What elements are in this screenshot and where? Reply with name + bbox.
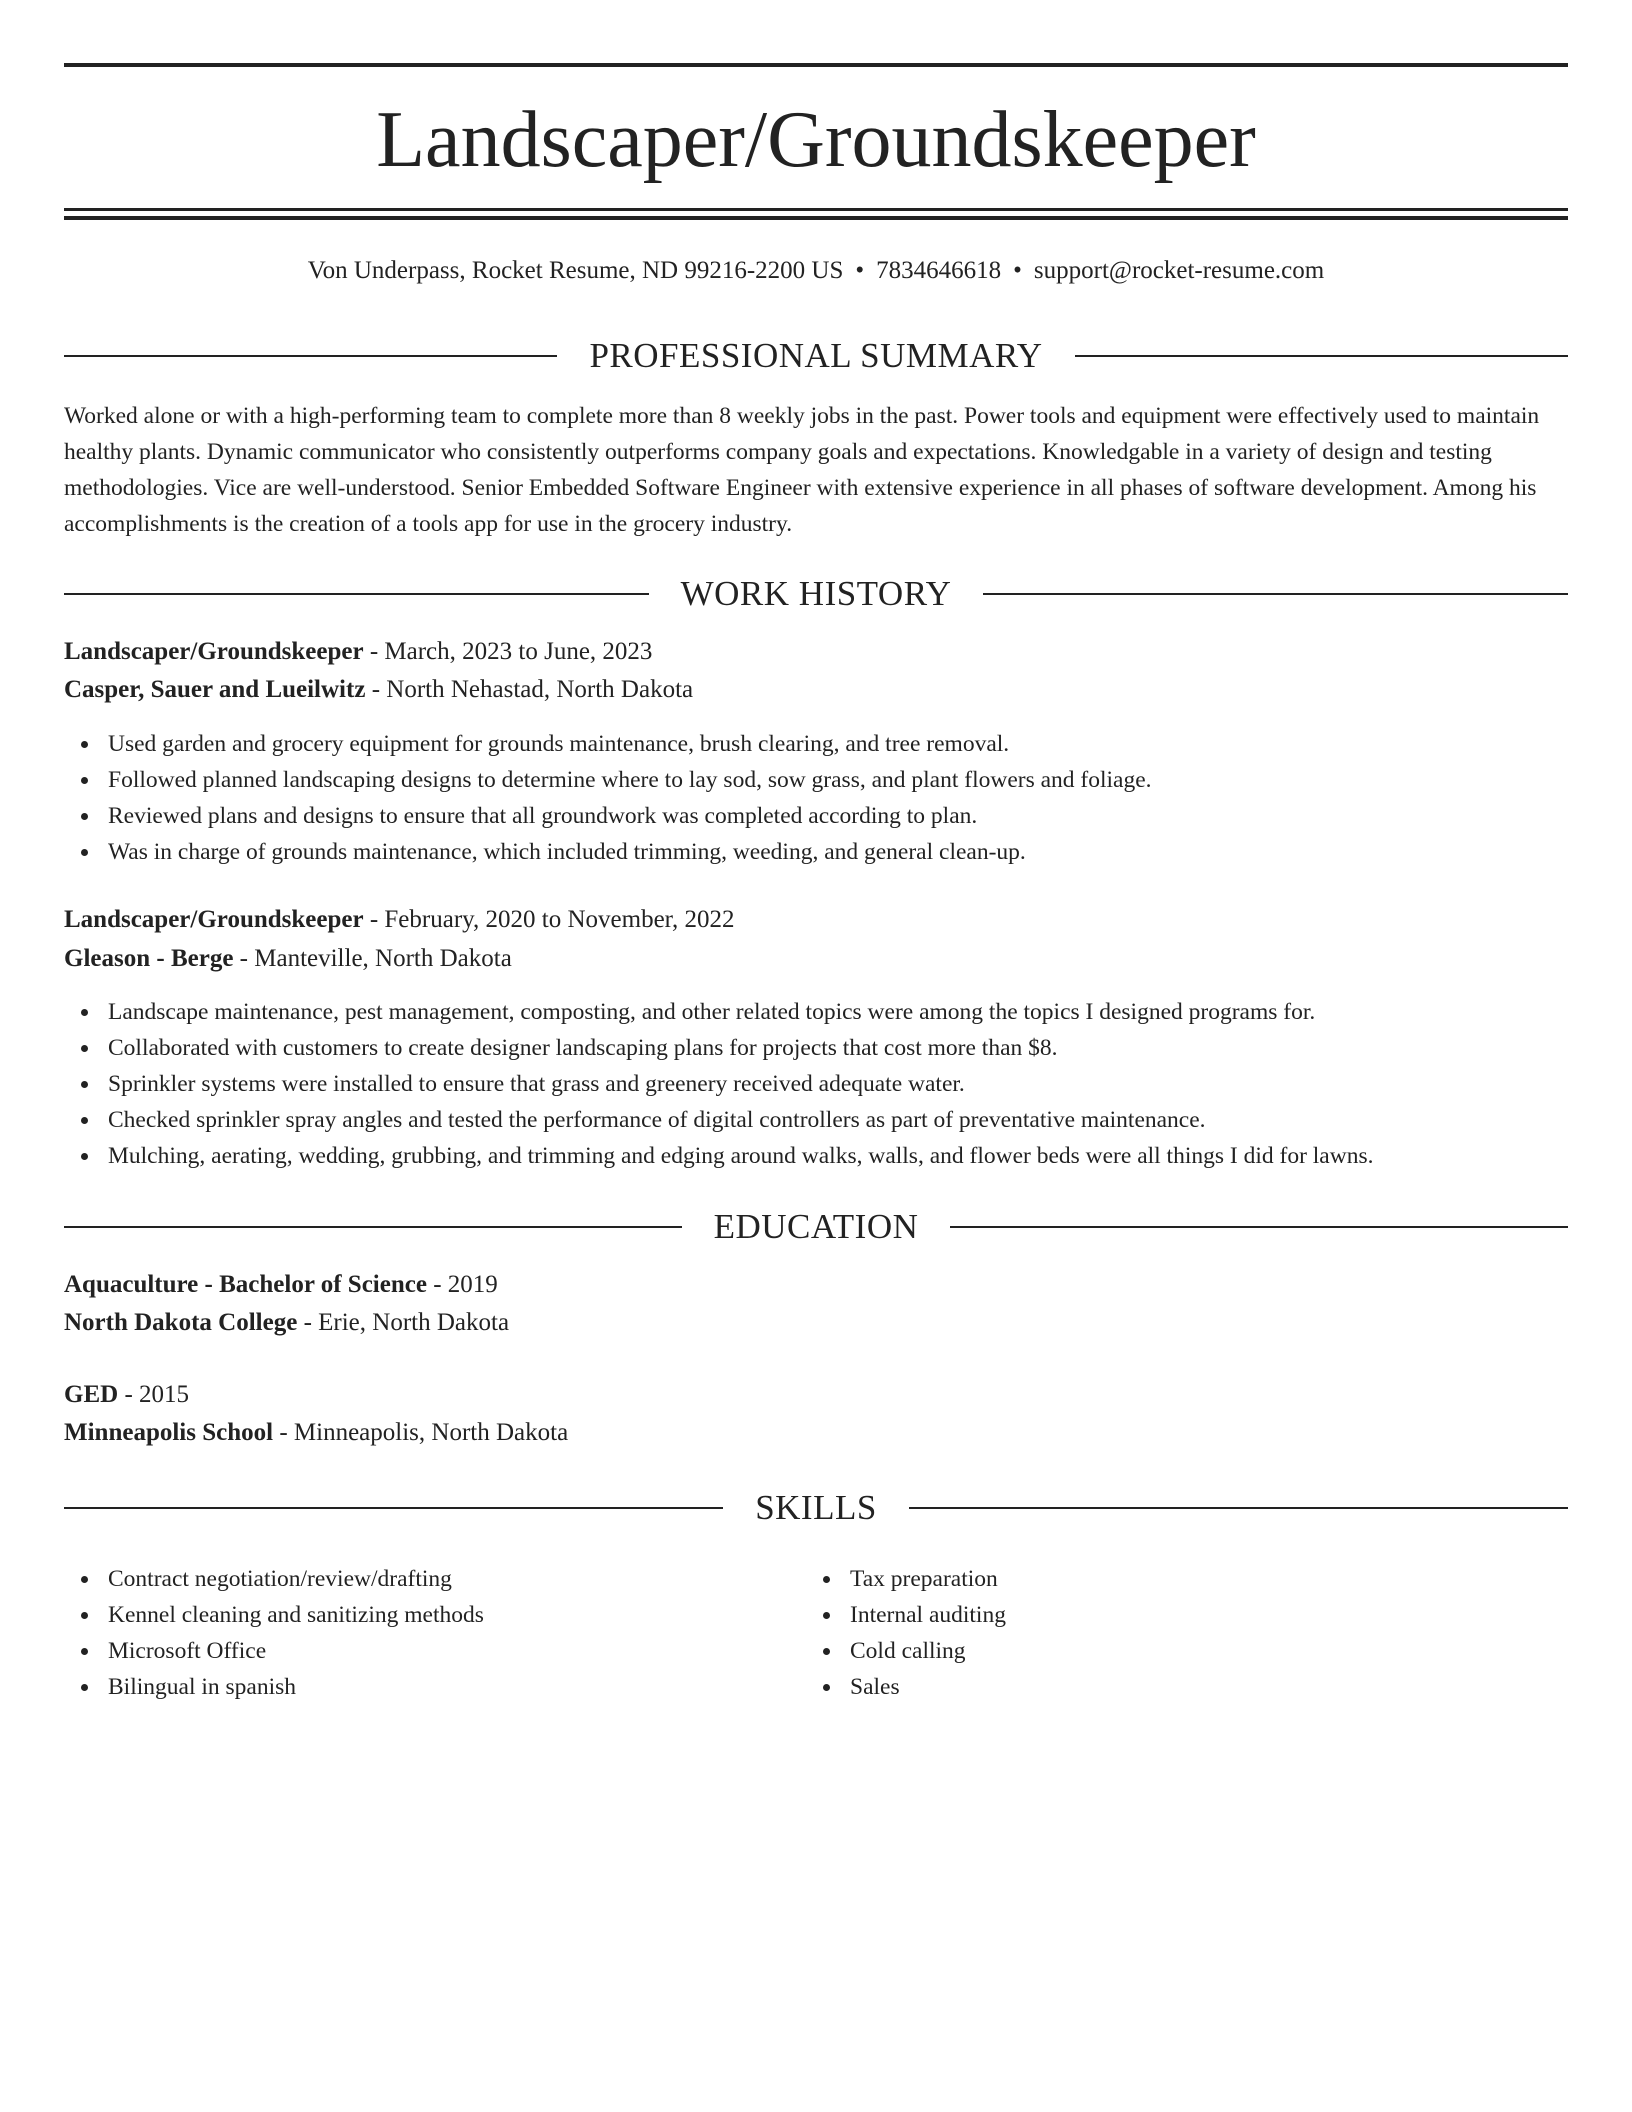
- resume-title: Landscaper/Groundskeeper: [376, 96, 1256, 184]
- list-item: Used garden and grocery equipment for grounds maintenance, brush clearing, and tree removal.: [64, 726, 1568, 762]
- education-degree: Aquaculture - Bachelor of Science: [64, 1271, 427, 1298]
- summary-paragraph: Worked alone or with a high-performing team to complete more than 8 weekly jobs in the past. Power tools and equipment were effectively used to maintain healthy plants. Dynamic communicator who consistently outperforms company goals and expectations. Knowledgable in a variety of design and testing methodologies. Vice are well-understood. Senior Embedded Software Engineer with extensive experience in all phases of software development. Among his accomplishments is the creation of a tools app for use in the grocery industry.: [64, 403, 1540, 537]
- skill-item: Bilingual in spanish: [64, 1669, 764, 1705]
- list-item: Mulching, aerating, wedding, grubbing, and trimming and edging around walks, walls, and flower beds were all things I did for lawns.: [64, 1138, 1568, 1174]
- skill-item: Microsoft Office: [64, 1633, 764, 1669]
- skill-item: Sales: [806, 1669, 1506, 1705]
- list-item: Was in charge of grounds maintenance, which included trimming, weeding, and general clean-up.: [64, 834, 1568, 870]
- divider-line: [64, 355, 557, 357]
- list-item: Collaborated with customers to create designer landscaping plans for projects that cost more than $8.: [64, 1030, 1568, 1066]
- section-title: WORK HISTORY: [680, 574, 952, 613]
- job-title: Landscaper/Groundskeeper: [64, 906, 364, 933]
- skill-item: Kennel cleaning and sanitizing methods: [64, 1597, 764, 1633]
- job-dates: - March, 2023 to June, 2023: [363, 638, 653, 665]
- education-degree-line: [64, 1378, 1568, 1412]
- list-item: Reviewed plans and designs to ensure that all groundwork was completed according to plan.: [64, 798, 1568, 834]
- job-title: Landscaper/Groundskeeper: [64, 638, 364, 665]
- divider-line: [64, 1226, 682, 1228]
- header-bottom-rule-thick: [64, 216, 1568, 220]
- section-heading-skills: [64, 1488, 1568, 1528]
- education-school-line: [64, 1306, 1568, 1340]
- divider-line: [983, 593, 1568, 595]
- job-company: Casper, Sauer and Lueilwitz: [64, 676, 366, 703]
- divider-line: [909, 1507, 1568, 1509]
- section-title: SKILLS: [755, 1488, 877, 1527]
- header-top-rule: [64, 63, 1568, 67]
- header-bottom-rule: [64, 208, 1568, 211]
- job-company-line: [64, 942, 1568, 976]
- job-title-line: [64, 903, 1568, 937]
- skill-item: Tax preparation: [806, 1561, 1506, 1597]
- job-company: Gleason - Berge: [64, 945, 234, 972]
- job-location: - Manteville, North Dakota: [233, 945, 512, 972]
- section-title: EDUCATION: [713, 1207, 919, 1246]
- divider-line: [1075, 355, 1568, 357]
- job-bullets: [64, 726, 1568, 870]
- contact-line: [64, 254, 1568, 288]
- skill-item: Internal auditing: [806, 1597, 1506, 1633]
- education-school-line: [64, 1416, 1568, 1450]
- skills-list-right: [806, 1561, 1506, 1705]
- education-school: North Dakota College: [64, 1309, 298, 1336]
- skills-list-left: [64, 1561, 764, 1705]
- list-item: Sprinkler systems were installed to ensure that grass and greenery received adequate water.: [64, 1066, 1568, 1102]
- job-bullets: [64, 994, 1568, 1174]
- job-company-line: [64, 673, 1568, 707]
- divider-line: [950, 1226, 1568, 1228]
- job-dates: - February, 2020 to November, 2022: [363, 906, 735, 933]
- education-year: - 2019: [426, 1271, 498, 1298]
- list-item: Landscape maintenance, pest management, composting, and other related topics were among the topics I designed programs for.: [64, 994, 1568, 1030]
- section-title: PROFESSIONAL SUMMARY: [589, 336, 1043, 375]
- education-year: - 2015: [118, 1381, 190, 1408]
- education-location: - Erie, North Dakota: [297, 1309, 510, 1336]
- contact-address: Von Underpass, Rocket Resume, ND 99216-2200 US: [307, 257, 844, 284]
- section-heading-work-history: [64, 574, 1568, 614]
- contact-separator: •: [855, 257, 865, 284]
- job-title-line: [64, 635, 1568, 669]
- contact-email: support@rocket-resume.com: [1033, 257, 1325, 284]
- skill-item: Cold calling: [806, 1633, 1506, 1669]
- education-degree-line: [64, 1268, 1568, 1302]
- list-item: Followed planned landscaping designs to determine where to lay sod, sow grass, and plant flowers and foliage.: [64, 762, 1568, 798]
- list-item: Checked sprinkler spray angles and tested the performance of digital controllers as part of preventative maintenance.: [64, 1102, 1568, 1138]
- contact-phone: 7834646618: [876, 257, 1002, 284]
- education-degree: GED: [64, 1381, 119, 1408]
- section-heading-summary: [64, 336, 1568, 376]
- education-location: - Minneapolis, North Dakota: [273, 1419, 569, 1446]
- skill-item: Contract negotiation/review/drafting: [64, 1561, 764, 1597]
- section-heading-education: [64, 1207, 1568, 1247]
- contact-separator: •: [1013, 257, 1022, 284]
- divider-line: [64, 1507, 723, 1509]
- education-school: Minneapolis School: [64, 1419, 274, 1446]
- job-location: - North Nehastad, North Dakota: [365, 676, 694, 703]
- divider-line: [64, 593, 649, 595]
